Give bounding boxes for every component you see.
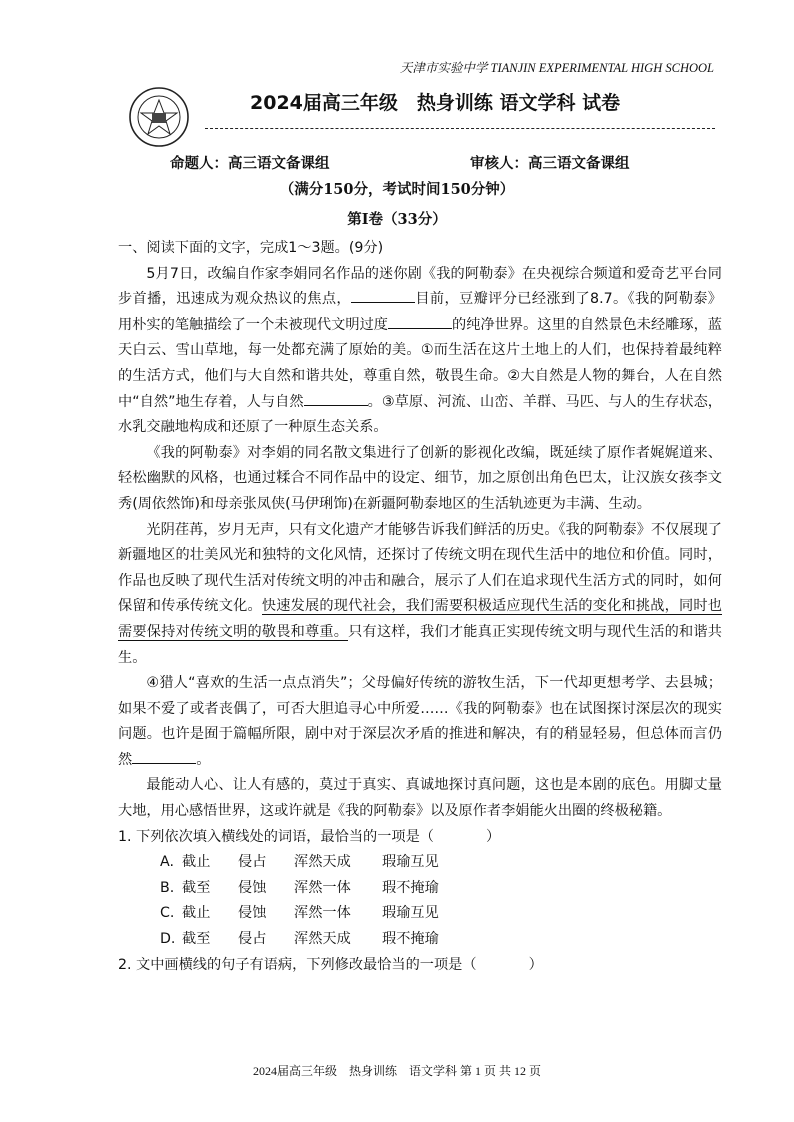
title-divider — [205, 128, 715, 129]
fill-blank[interactable] — [351, 288, 415, 303]
option-a[interactable]: A. 截止 侵占 浑然天成 瑕瑜互见 — [160, 854, 439, 871]
section-title: 第Ⅰ卷（33分） — [347, 211, 447, 228]
school-logo — [128, 86, 190, 148]
paragraph-1: 5月7日，改编自作家李娟同名作品的迷你剧《我的阿勒泰》在央视综合频道和爱奇艺平台同步首播，迅速成为观众热议的焦点， 目前，豆瓣评分已经涨到了8.7。《我的阿勒泰》用朴实的笔触描绘了一个未被现代文明过度 的纯净世界。这里的自然景色未经雕琢，蓝天白云、雪山草地，每一处都充满了原始的美。①而生活在这片土地上的人们，也保持着最纯粹的生活方式，他们与大自然和谐共处，尊重自然，敬畏生命。②大自然是人物的舞台，人在自然中“自然”地生存着，人与自然 。③草原、河流、山峦、羊群、马匹、与人的生存状态，水乳交融地构成和还原了一种原生态关系。 — [118, 265, 722, 436]
page-footer: 2024届高三年级 热身训练 语文学科 第 1 页 共 12 页 — [252, 1064, 541, 1078]
question-2: 2. 文中画横线的句子有语病，下列修改最恰当的一项是（ ） — [118, 956, 543, 973]
paragraph-4: ④猎人“喜欢的生活一点点消失”；父母偏好传统的游牧生活，下一代却更想考学、去县城；如果不爱了或者丧偶了，可否大胆追寻心中所爱……《我的阿勒泰》也在试图探讨深层次的现实问题。也许是囿于篇幅所限，剧中对于深层次矛盾的推进和解决，有的稍显轻易，但总体而言仍然 。 — [118, 675, 722, 768]
school-name: 天津市实验中学 TIANJIN EXPERIMENTAL HIGH SCHOOL — [399, 61, 714, 75]
exam-body — [118, 236, 722, 978]
setter-label: 命题人：高三语文备课组 — [170, 155, 330, 172]
option-d[interactable]: D. 截至 侵占 浑然天成 瑕不掩瑜 — [160, 931, 439, 948]
reviewer-label: 审核人：高三语文备课组 — [470, 155, 630, 172]
reading-heading: 一、阅读下面的文字，完成1～3题。(9分) — [118, 240, 384, 256]
paragraph-2: 《我的阿勒泰》对李娟的同名散文集进行了创新的影视化改编，既延续了原作者娓娓道来、轻松幽默的风格，也通过糅合不同作品中的设定、细节，加之原创出角色巴太，让汉族女孩李文秀(周依然饰)和母亲张凤侠(马伊琍饰)在新疆阿勒泰地区的生活轨迹更为丰满、生动。 — [118, 444, 722, 512]
exam-info: （满分150分，考试时间150分钟） — [279, 181, 515, 198]
option-c[interactable]: C. 截止 侵蚀 浑然一体 瑕瑜互见 — [160, 905, 439, 922]
fill-blank[interactable] — [304, 391, 368, 406]
question-1: 1. 下列依次填入横线处的词语，最恰当的一项是（ ） — [118, 828, 501, 845]
paragraph-3: 光阴荏苒，岁月无声，只有文化遗产才能够告诉我们鲜活的历史。《我的阿勒泰》不仅展现了新疆地区的壮美风光和独特的文化风情，还探讨了传统文明在现代生活中的地位和价值。同时，作品也反映了现代生活对传统文明的冲击和融合，展示了人们在追求现代生活方式的同时，如何保留和传承传统文化。快速发展的现代社会，我们需要积极适应现代生活的变化和挑战，同时也需要保持对传统文明的敬畏和尊重。只有这样，我们才能真正实现传统文明与现代生活的和谐共生。 — [118, 521, 722, 666]
fill-blank[interactable] — [132, 749, 196, 764]
underlined-sentence: 快速发展的现代社会，我们需要积极适应现代生活的变化和挑战，同时也需要保持对传统文明的敬畏和尊重。 — [118, 598, 722, 640]
paragraph-5: 最能动人心、让人有感的，莫过于真实、真诚地探讨真问题，这也是本剧的底色。用脚丈量大地，用心感悟世界，这或许就是《我的阿勒泰》以及原作者李娟能火出圈的终极秘籍。 — [118, 777, 722, 820]
option-b[interactable]: B. 截至 侵蚀 浑然一体 瑕不掩瑜 — [160, 879, 439, 896]
fill-blank[interactable] — [388, 314, 452, 329]
exam-title: 2024届高三年级 热身训练 语文学科 试卷 — [250, 92, 621, 114]
